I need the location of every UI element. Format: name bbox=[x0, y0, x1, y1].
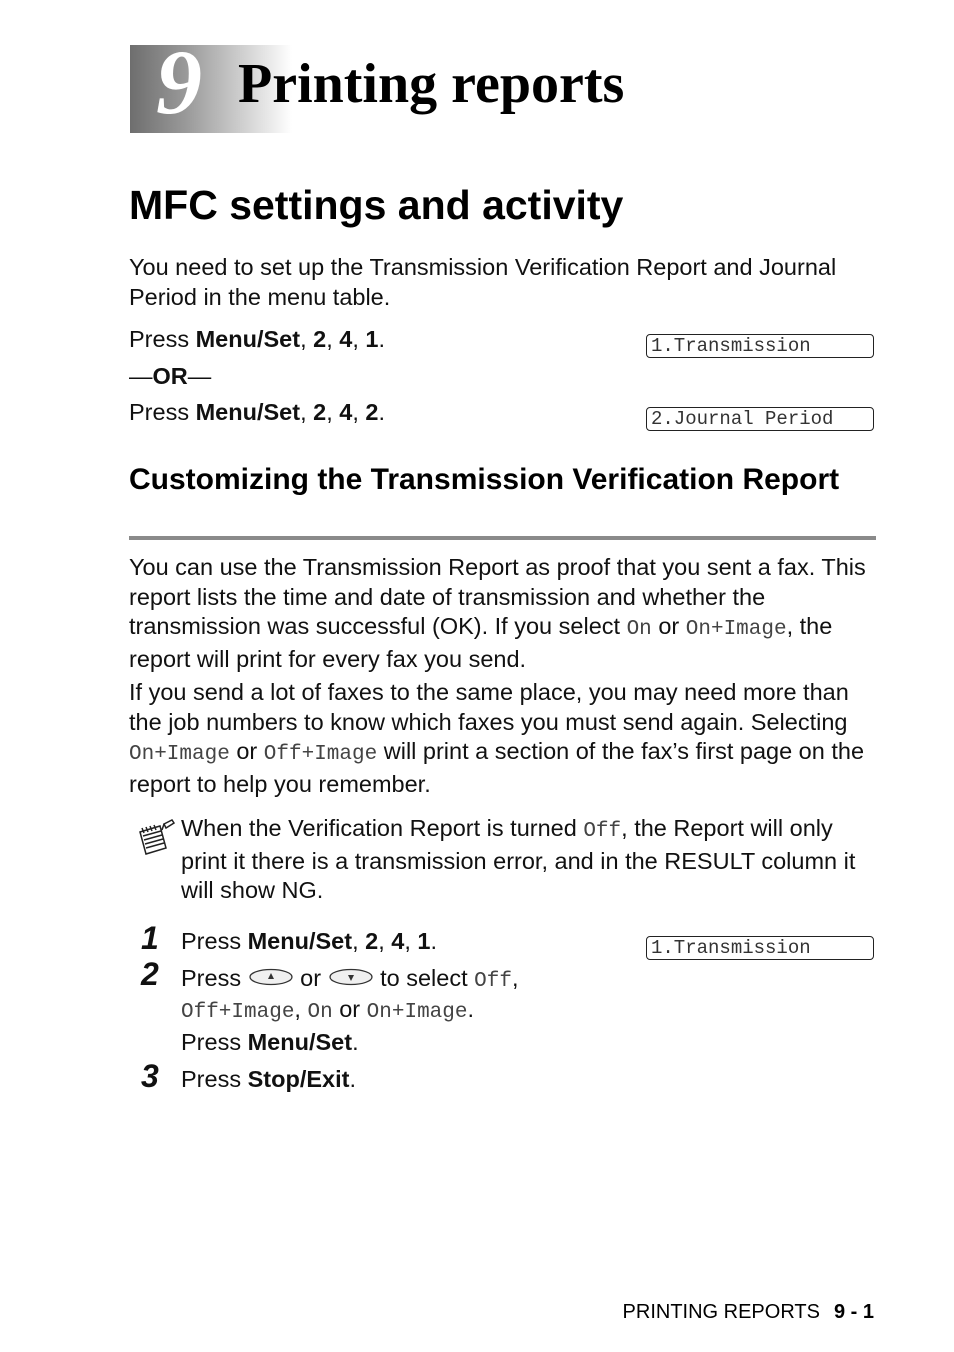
note-pad-icon bbox=[134, 818, 176, 860]
lcd-display-journal: 2.Journal Period bbox=[646, 407, 874, 431]
step-number-1: 1 bbox=[141, 920, 159, 956]
press-instruction-1: Press Menu/Set, 2, 4, 1. bbox=[129, 326, 386, 352]
paragraph-on-image: If you send a lot of faxes to the same place, you may need more than the job numbers to know which faxes you must send again. Selecting On+Image or Off+Image will print a section of the fax’s first page on the report to help you remember. bbox=[129, 679, 865, 797]
chapter-number: 9 bbox=[156, 31, 202, 133]
footer-page-number: 9 - 1 bbox=[833, 1301, 874, 1323]
intro-paragraph: You need to set up the Transmission Verification Report and Journal Period in the menu table. bbox=[129, 254, 837, 310]
paragraph-transmission-report: You can use the Transmission Report as proof that you sent a fax. This report lists the time and date of transmission and whether the transmission was successful (OK). If you select On or On+Image, the report will print for every fax you send. bbox=[129, 554, 866, 672]
or-separator: —OR— bbox=[129, 363, 212, 389]
subsection-title: Customizing the Transmission Verification Report bbox=[129, 463, 840, 496]
step-2-options: Off+Image, On or On+Image. bbox=[181, 996, 475, 1024]
down-arrow-button-icon bbox=[328, 965, 374, 995]
step-1-text: Press Menu/Set, 2, 4, 1. bbox=[181, 928, 438, 954]
step-2-text: Press or to select Off, bbox=[181, 965, 519, 993]
lcd-display-transmission: 1.Transmission bbox=[646, 334, 874, 358]
press-instruction-2: Press Menu/Set, 2, 4, 2. bbox=[129, 399, 386, 425]
note-text: When the Verification Report is turned Off, the Report will only print it there is a transmission error, and in the RESULT column it will show NG. bbox=[181, 815, 856, 904]
section-title: MFC settings and activity bbox=[129, 182, 624, 228]
step-number-3: 3 bbox=[141, 1058, 159, 1094]
footer-chapter-label: PRINTING REPORTS bbox=[622, 1301, 820, 1323]
step-3-text: Press Stop/Exit. bbox=[181, 1066, 356, 1092]
up-arrow-button-icon bbox=[248, 965, 294, 995]
step-number-2: 2 bbox=[141, 956, 159, 992]
page-footer bbox=[623, 1301, 874, 1324]
step-2-press-menu: Press Menu/Set. bbox=[181, 1029, 359, 1055]
lcd-display-step: 1.Transmission bbox=[646, 936, 874, 960]
chapter-title: Printing reports bbox=[238, 53, 625, 115]
heading-rule bbox=[129, 536, 876, 540]
